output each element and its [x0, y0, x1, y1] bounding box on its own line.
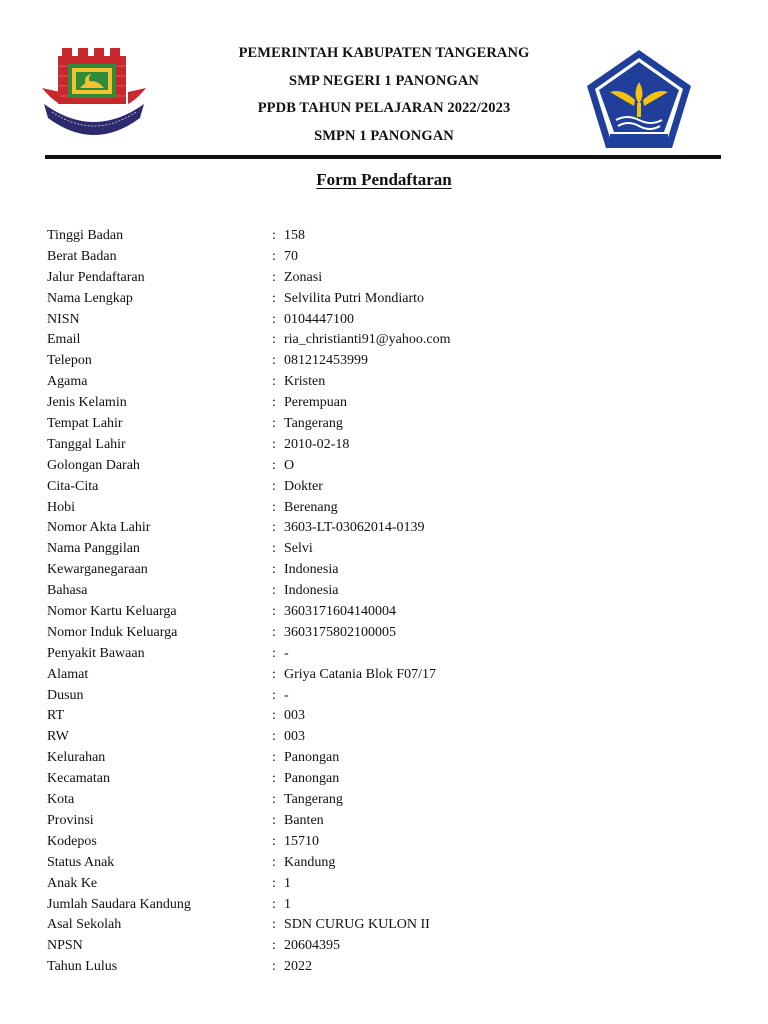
field-separator: :: [272, 875, 276, 891]
field-row: [47, 706, 727, 727]
kabupaten-tangerang-crest-icon: [40, 44, 148, 140]
field-separator: :: [272, 750, 276, 766]
field-separator: :: [272, 353, 276, 369]
field-label: Tahun Lulus: [47, 959, 118, 975]
letterhead: [0, 0, 768, 160]
field-value: Griya Catania Blok F07/17: [284, 666, 437, 682]
field-row: [47, 289, 727, 310]
field-separator: :: [272, 541, 276, 557]
field-row: [47, 832, 727, 853]
field-label: RW: [47, 729, 69, 745]
field-value: Kandung: [284, 854, 336, 870]
field-row: [47, 853, 727, 874]
field-row: [47, 936, 727, 957]
field-label: Dusun: [47, 687, 84, 703]
field-row: [47, 874, 727, 895]
field-value: ria_christianti91@yahoo.com: [284, 332, 451, 348]
field-value: Selvilita Putri Mondiarto: [284, 290, 424, 306]
field-value: 0104447100: [284, 311, 354, 327]
field-separator: :: [272, 416, 276, 432]
field-value: Zonasi: [284, 269, 323, 285]
field-label: Nomor Kartu Keluarga: [47, 604, 177, 620]
field-value: Perempuan: [284, 395, 347, 411]
field-separator: :: [272, 959, 276, 975]
field-row: [47, 748, 727, 769]
field-separator: :: [272, 478, 276, 494]
field-label: RT: [47, 708, 65, 724]
field-label: Golongan Darah: [47, 457, 140, 473]
field-separator: :: [272, 771, 276, 787]
field-row: [47, 330, 727, 351]
field-value: Panongan: [284, 771, 340, 787]
field-separator: :: [272, 228, 276, 243]
field-label: Tanggal Lahir: [47, 436, 126, 452]
school-name: SMP NEGERI 1 PANONGAN: [289, 72, 479, 89]
field-row: [47, 665, 727, 686]
field-separator: :: [272, 729, 276, 745]
field-label: Tinggi Badan: [47, 228, 124, 243]
smpn-1-panongan-logo-icon: [584, 48, 694, 152]
field-label: Kelurahan: [47, 750, 106, 766]
header-divider: [45, 155, 721, 159]
field-separator: :: [272, 792, 276, 808]
field-label: Hobi: [47, 499, 75, 515]
field-row: [47, 623, 727, 644]
field-label: Bahasa: [47, 583, 88, 599]
field-label: Nama Lengkap: [47, 290, 133, 306]
field-separator: :: [272, 562, 276, 578]
field-value: O: [284, 457, 295, 473]
field-value: 081212453999: [284, 353, 368, 369]
field-label: Email: [47, 332, 81, 348]
field-value: 003: [284, 729, 305, 745]
field-value: Selvi: [284, 541, 313, 557]
field-label: Jenis Kelamin: [47, 395, 127, 411]
field-value: 20604395: [284, 938, 340, 954]
field-row: [47, 477, 727, 498]
field-value: 2010-02-18: [284, 436, 350, 452]
field-separator: :: [272, 290, 276, 306]
field-separator: :: [272, 917, 276, 933]
field-row: [47, 351, 727, 372]
field-value: Panongan: [284, 750, 340, 766]
field-value: SDN CURUG KULON II: [284, 917, 430, 933]
field-value: Dokter: [284, 478, 323, 494]
field-label: Asal Sekolah: [47, 917, 122, 933]
field-separator: :: [272, 374, 276, 390]
field-row: [47, 915, 727, 936]
field-separator: :: [272, 520, 276, 536]
field-value: -: [284, 687, 289, 703]
field-separator: :: [272, 457, 276, 473]
field-label: Telepon: [47, 353, 92, 369]
field-separator: :: [272, 896, 276, 912]
field-value: -: [284, 645, 289, 661]
field-row: [47, 560, 727, 581]
field-value: Kristen: [284, 374, 326, 390]
field-separator: :: [272, 499, 276, 515]
government-title: PEMERINTAH KABUPATEN TANGERANG: [238, 45, 530, 61]
registration-fields: [47, 226, 727, 978]
field-value: Tangerang: [284, 792, 343, 808]
field-value: 158: [284, 228, 305, 243]
field-separator: :: [272, 645, 276, 661]
field-row: [47, 498, 727, 519]
field-label: Agama: [47, 374, 88, 390]
field-value: Indonesia: [284, 583, 339, 599]
field-value: Tangerang: [284, 416, 343, 432]
field-separator: :: [272, 395, 276, 411]
field-separator: :: [272, 604, 276, 620]
admission-year: PPDB TAHUN PELAJARAN 2022/2023: [257, 100, 511, 116]
field-separator: :: [272, 624, 276, 640]
field-label: Nomor Akta Lahir: [47, 520, 151, 536]
field-label: Kota: [47, 792, 75, 808]
field-value: Berenang: [284, 499, 338, 515]
field-label: Cita-Cita: [47, 478, 99, 494]
field-label: NPSN: [47, 938, 83, 954]
field-row: [47, 414, 727, 435]
form-title-text: Form Pendaftaran: [316, 170, 452, 189]
field-label: Nama Panggilan: [47, 541, 140, 557]
field-row: [47, 268, 727, 289]
field-row: [47, 435, 727, 456]
field-row: [47, 393, 727, 414]
school-short-name: SMPN 1 PANONGAN: [314, 127, 454, 144]
field-row: [47, 247, 727, 268]
field-separator: :: [272, 812, 276, 828]
field-value: 003: [284, 708, 305, 724]
field-label: Berat Badan: [47, 248, 117, 264]
field-row: [47, 644, 727, 665]
field-value: 1: [284, 875, 291, 891]
field-row: [47, 226, 727, 247]
field-separator: :: [272, 854, 276, 870]
field-row: [47, 602, 727, 623]
field-row: [47, 957, 727, 978]
field-value: 3603-LT-03062014-0139: [284, 520, 425, 536]
field-label: Nomor Induk Keluarga: [47, 624, 178, 640]
field-label: Kodepos: [47, 833, 97, 849]
field-label: Provinsi: [47, 812, 94, 828]
field-row: [47, 518, 727, 539]
field-row: [47, 769, 727, 790]
field-value: 1: [284, 896, 291, 912]
field-separator: :: [272, 708, 276, 724]
field-row: [47, 581, 727, 602]
field-row: [47, 790, 727, 811]
field-separator: :: [272, 666, 276, 682]
field-value: Banten: [284, 812, 324, 828]
field-row: [47, 539, 727, 560]
field-label: NISN: [47, 311, 80, 327]
field-separator: :: [272, 248, 276, 264]
field-label: Kecamatan: [47, 771, 110, 787]
field-separator: :: [272, 311, 276, 327]
field-value: 15710: [284, 833, 319, 849]
field-label: Alamat: [47, 666, 89, 682]
field-row: [47, 727, 727, 748]
field-row: [47, 811, 727, 832]
field-label: Penyakit Bawaan: [47, 645, 145, 661]
field-separator: :: [272, 436, 276, 452]
field-value: 70: [284, 248, 298, 264]
field-separator: :: [272, 938, 276, 954]
field-label: Jumlah Saudara Kandung: [47, 896, 191, 912]
field-row: [47, 310, 727, 331]
field-value: 3603175802100005: [284, 624, 396, 640]
field-separator: :: [272, 269, 276, 285]
field-label: Status Anak: [47, 854, 115, 870]
field-value: 2022: [284, 959, 312, 975]
field-separator: :: [272, 687, 276, 703]
field-value: 3603171604140004: [284, 604, 396, 620]
field-label: Kewarganegaraan: [47, 562, 148, 578]
field-value: Indonesia: [284, 562, 339, 578]
field-separator: :: [272, 583, 276, 599]
field-label: Anak Ke: [47, 875, 98, 891]
field-row: [47, 686, 727, 707]
field-row: [47, 895, 727, 916]
field-separator: :: [272, 833, 276, 849]
form-title: [0, 170, 768, 190]
field-separator: :: [272, 332, 276, 348]
letterhead-text: [200, 40, 568, 150]
field-row: [47, 456, 727, 477]
field-row: [47, 372, 727, 393]
field-label: Jalur Pendaftaran: [47, 269, 145, 285]
field-label: Tempat Lahir: [47, 416, 123, 432]
